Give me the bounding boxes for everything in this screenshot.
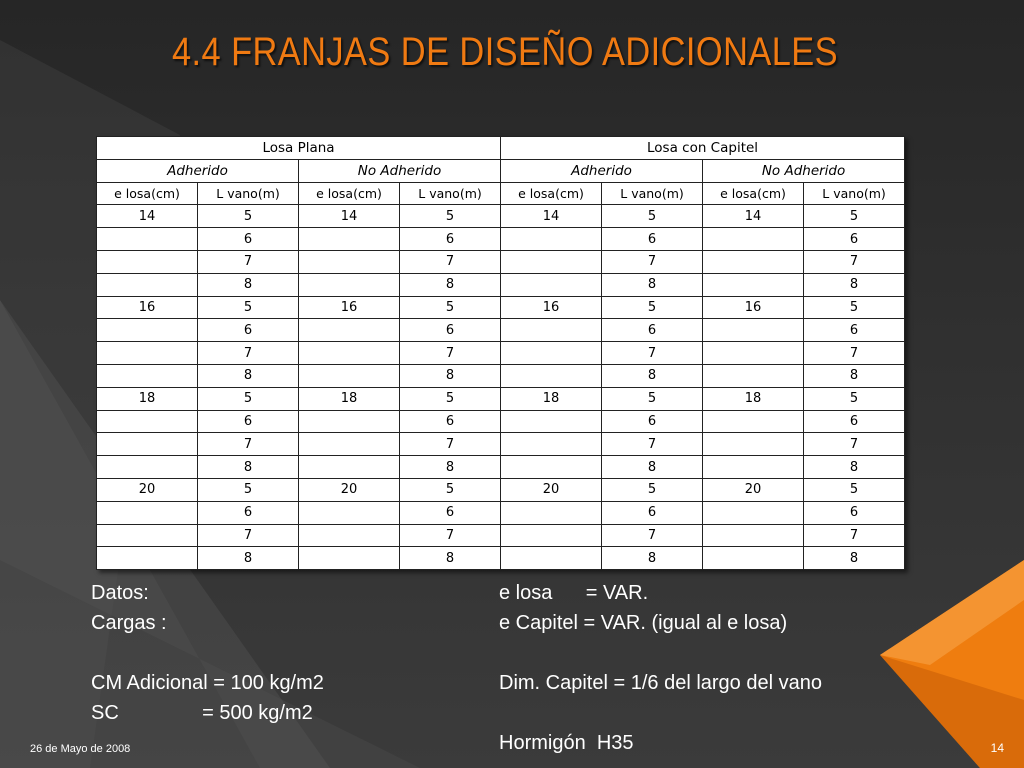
table-cell <box>703 319 804 342</box>
table-cell <box>501 250 602 273</box>
table-cell: 6 <box>198 501 299 524</box>
table-cell: 6 <box>804 501 905 524</box>
table-cell: 8 <box>198 547 299 570</box>
table-cell: 7 <box>198 433 299 456</box>
table-cell: 20 <box>299 478 400 501</box>
column-header: L vano(m) <box>804 182 905 205</box>
table-row <box>97 410 905 433</box>
design-strips-table <box>96 136 905 570</box>
table-cell <box>703 410 804 433</box>
table-cell <box>299 364 400 387</box>
table-cell: 6 <box>602 228 703 251</box>
note-line <box>499 638 822 668</box>
table-cell <box>501 433 602 456</box>
table-cell: 5 <box>400 205 501 228</box>
table-cell: 7 <box>198 250 299 273</box>
table-cell: 6 <box>602 501 703 524</box>
table-cell <box>703 364 804 387</box>
footer-date: 26 de Mayo de 2008 <box>30 743 131 755</box>
table-cell: 18 <box>703 387 804 410</box>
table-cell: 6 <box>400 228 501 251</box>
table-cell <box>299 524 400 547</box>
table-cell: 7 <box>602 433 703 456</box>
table-cell: 16 <box>501 296 602 319</box>
column-header: e losa(cm) <box>97 182 198 205</box>
table-cell: 6 <box>804 319 905 342</box>
table-cell: 8 <box>602 364 703 387</box>
note-line: e losa = VAR. <box>499 582 649 604</box>
table-cell: 7 <box>804 524 905 547</box>
table-row <box>97 273 905 296</box>
table-cell <box>299 250 400 273</box>
table-row <box>97 478 905 501</box>
table-cell: 6 <box>198 410 299 433</box>
table-row <box>97 342 905 365</box>
table-cell: 20 <box>97 478 198 501</box>
table-cell: 7 <box>198 524 299 547</box>
table-cell: 20 <box>501 478 602 501</box>
subgroup-header: Adherido <box>501 159 703 182</box>
table-cell: 14 <box>501 205 602 228</box>
table-row <box>97 319 905 342</box>
table-cell <box>299 501 400 524</box>
note-line: CM Adicional = 100 kg/m2 <box>91 672 324 694</box>
table-cell: 7 <box>804 433 905 456</box>
note-line: Datos: <box>91 582 149 604</box>
table-cell: 14 <box>703 205 804 228</box>
table-cell: 5 <box>602 205 703 228</box>
table-cell: 16 <box>97 296 198 319</box>
table-cell <box>299 433 400 456</box>
note-line: Dim. Capitel = 1/6 del largo del vano <box>499 672 822 694</box>
table-cell: 6 <box>602 319 703 342</box>
table-cell <box>97 364 198 387</box>
table-cell <box>299 410 400 433</box>
table-cell: 16 <box>299 296 400 319</box>
note-line: SC = 500 kg/m2 <box>91 702 313 724</box>
table-cell <box>501 364 602 387</box>
table-row <box>97 387 905 410</box>
table-cell: 8 <box>198 364 299 387</box>
column-header: L vano(m) <box>602 182 703 205</box>
column-header: L vano(m) <box>400 182 501 205</box>
table-cell: 8 <box>804 456 905 479</box>
table-cell: 6 <box>400 410 501 433</box>
table-cell <box>703 250 804 273</box>
table-cell: 6 <box>804 410 905 433</box>
table-cell: 8 <box>198 456 299 479</box>
table-cell <box>501 547 602 570</box>
table-cell: 5 <box>198 205 299 228</box>
table-cell: 20 <box>703 478 804 501</box>
table-cell: 18 <box>97 387 198 410</box>
table-cell <box>97 547 198 570</box>
table-cell: 5 <box>400 478 501 501</box>
table-cell: 5 <box>804 387 905 410</box>
table-cell <box>299 228 400 251</box>
table-cell <box>501 456 602 479</box>
table-cell <box>299 273 400 296</box>
table-cell: 6 <box>602 410 703 433</box>
table-cell <box>97 250 198 273</box>
table-cell <box>501 273 602 296</box>
table-cell: 8 <box>602 547 703 570</box>
table-cell: 5 <box>804 478 905 501</box>
table-cell: 7 <box>400 524 501 547</box>
table-cell: 8 <box>198 273 299 296</box>
parameters-block <box>499 578 822 758</box>
table-cell <box>97 342 198 365</box>
table-cell <box>703 456 804 479</box>
table-cell <box>97 319 198 342</box>
column-header: e losa(cm) <box>299 182 400 205</box>
table-cell: 5 <box>804 296 905 319</box>
table-cell <box>97 273 198 296</box>
table-cell: 7 <box>602 250 703 273</box>
table-cell: 7 <box>804 342 905 365</box>
table-cell: 6 <box>400 319 501 342</box>
table-cell: 6 <box>198 319 299 342</box>
subgroup-header: No Adherido <box>299 159 501 182</box>
table-cell <box>703 501 804 524</box>
note-line <box>91 638 324 668</box>
table-row <box>97 364 905 387</box>
table-cell: 5 <box>804 205 905 228</box>
table-cell <box>299 456 400 479</box>
group-header: Losa con Capitel <box>501 137 905 160</box>
table-cell: 8 <box>804 364 905 387</box>
table-cell: 5 <box>602 478 703 501</box>
page-number: 14 <box>990 741 1004 755</box>
table-cell <box>97 524 198 547</box>
table-cell <box>97 410 198 433</box>
table-cell: 8 <box>400 364 501 387</box>
table-cell: 5 <box>400 387 501 410</box>
note-line: e Capitel = VAR. (igual al e losa) <box>499 612 788 634</box>
subgroup-header: Adherido <box>97 159 299 182</box>
note-line <box>499 698 822 728</box>
table-cell <box>703 547 804 570</box>
table-cell: 6 <box>804 228 905 251</box>
table-row <box>97 456 905 479</box>
table-cell <box>703 342 804 365</box>
table-row <box>97 501 905 524</box>
table-cell: 8 <box>602 273 703 296</box>
table-cell: 5 <box>602 387 703 410</box>
table-row <box>97 205 905 228</box>
note-line: Cargas : <box>91 612 167 634</box>
table-cell <box>501 342 602 365</box>
table-cell: 5 <box>198 478 299 501</box>
table-cell <box>299 547 400 570</box>
slide-title: 4.4 FRANJAS DE DISEÑO ADICIONALES <box>171 30 839 74</box>
table-cell: 6 <box>400 501 501 524</box>
table-row <box>97 547 905 570</box>
table-cell: 7 <box>400 342 501 365</box>
table-cell <box>703 524 804 547</box>
table-cell <box>501 228 602 251</box>
table-cell <box>97 501 198 524</box>
table-cell <box>97 456 198 479</box>
table-cell: 14 <box>97 205 198 228</box>
table-cell: 7 <box>602 342 703 365</box>
table-cell <box>501 319 602 342</box>
table-cell <box>703 228 804 251</box>
table-cell: 5 <box>602 296 703 319</box>
table-row <box>97 250 905 273</box>
table-cell: 16 <box>703 296 804 319</box>
loads-data-block <box>91 578 324 728</box>
table-cell: 14 <box>299 205 400 228</box>
table-cell: 8 <box>602 456 703 479</box>
table-cell: 8 <box>400 547 501 570</box>
table-cell: 18 <box>299 387 400 410</box>
table-cell: 7 <box>400 250 501 273</box>
table-cell <box>501 410 602 433</box>
table-cell: 8 <box>400 273 501 296</box>
table-cell: 7 <box>602 524 703 547</box>
group-header: Losa Plana <box>97 137 501 160</box>
column-header: e losa(cm) <box>501 182 602 205</box>
table-cell <box>703 433 804 456</box>
table-cell: 5 <box>198 387 299 410</box>
table-cell: 8 <box>804 273 905 296</box>
table-row <box>97 524 905 547</box>
note-line: Hormigón H35 <box>499 732 634 754</box>
table-cell: 8 <box>804 547 905 570</box>
column-header: L vano(m) <box>198 182 299 205</box>
table-row <box>97 296 905 319</box>
table-cell: 7 <box>198 342 299 365</box>
table-cell <box>501 524 602 547</box>
table-cell <box>97 433 198 456</box>
table-cell: 6 <box>198 228 299 251</box>
table-cell: 7 <box>804 250 905 273</box>
table-cell <box>97 228 198 251</box>
table-cell <box>299 319 400 342</box>
table-cell: 7 <box>400 433 501 456</box>
table-cell <box>501 501 602 524</box>
subgroup-header: No Adherido <box>703 159 905 182</box>
table-cell: 18 <box>501 387 602 410</box>
table-row <box>97 433 905 456</box>
column-header: e losa(cm) <box>703 182 804 205</box>
table-row <box>97 228 905 251</box>
table-cell: 5 <box>400 296 501 319</box>
table-cell <box>299 342 400 365</box>
table-cell <box>703 273 804 296</box>
table-cell: 8 <box>400 456 501 479</box>
table-cell: 5 <box>198 296 299 319</box>
